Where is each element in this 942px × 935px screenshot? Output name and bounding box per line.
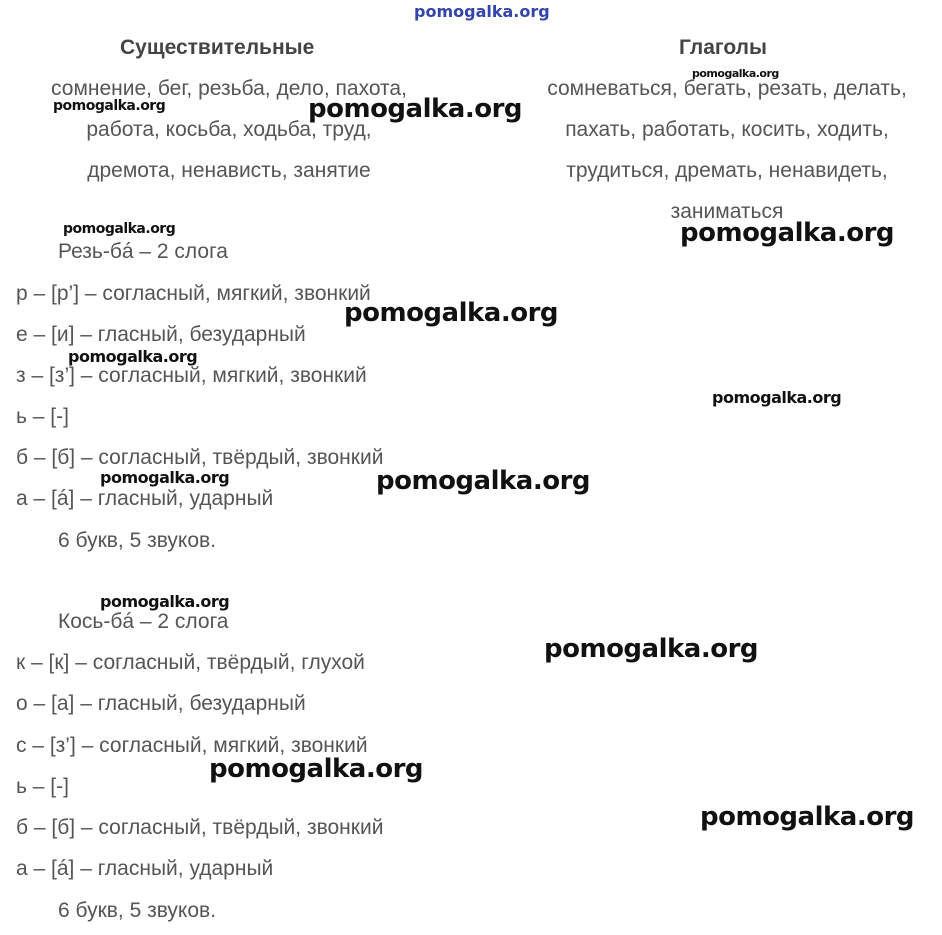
nouns-line-2: работа, косьба, ходьба, труд,: [86, 118, 372, 141]
top-watermark-link[interactable]: pomogalka.org: [414, 2, 550, 21]
watermark: pomogalka.org: [344, 298, 559, 328]
analysis2-row-4: ь – [-]: [16, 775, 69, 798]
analysis2-row-1: к – [к] – согласный, твёрдый, глухой: [16, 651, 365, 674]
analysis2-row-3: с – [з’] – согласный, мягкий, звонкий: [16, 734, 368, 757]
analysis1-row-1: р – [р’] – согласный, мягкий, звонкий: [16, 282, 371, 305]
analysis1-row-4: ь – [-]: [16, 405, 69, 428]
analysis1-row-5: б – [б] – согласный, твёрдый, звонкий: [16, 446, 384, 469]
analysis1-summary: 6 букв, 5 звуков.: [58, 529, 217, 552]
analysis2-title: Кось-бá – 2 слога: [58, 610, 229, 633]
watermark: pomogalka.org: [308, 94, 523, 124]
verbs-line-4: заниматься: [670, 200, 784, 223]
watermark: pomogalka.org: [544, 634, 759, 664]
watermark: pomogalka.org: [700, 802, 915, 832]
verbs-line-2: пахать, работать, косить, ходить,: [565, 118, 889, 141]
analysis1-row-2: е – [и] – гласный, безударный: [16, 323, 306, 346]
watermark: pomogalka.org: [100, 468, 230, 487]
watermark: pomogalka.org: [209, 754, 424, 784]
analysis2-row-2: о – [а] – гласный, безударный: [16, 692, 306, 715]
watermark: pomogalka.org: [712, 388, 842, 407]
nouns-line-1: сомнение, бег, резьба, дело, пахота,: [51, 77, 407, 100]
verbs-line-1: сомневаться, бегать, резать, делать,: [547, 77, 907, 100]
analysis2-row-6: а – [á] – гласный, ударный: [16, 857, 274, 880]
analysis2-summary: 6 букв, 5 звуков.: [58, 899, 217, 922]
watermark: pomogalka.org: [63, 221, 176, 237]
analysis1-row-3: з – [з’] – согласный, мягкий, звонкий: [16, 364, 367, 387]
watermark: pomogalka.org: [680, 218, 895, 248]
nouns-line-3: дремота, ненависть, занятие: [87, 159, 371, 182]
watermark: pomogalka.org: [692, 67, 779, 80]
verbs-heading: Глаголы: [679, 36, 767, 59]
nouns-heading: Существительные: [120, 36, 315, 59]
analysis2-row-5: б – [б] – согласный, твёрдый, звонкий: [16, 816, 384, 839]
verbs-line-3: трудиться, дремать, ненавидеть,: [566, 159, 888, 182]
watermark: pomogalka.org: [68, 347, 198, 366]
analysis1-row-6: а – [á] – гласный, ударный: [16, 487, 274, 510]
watermark: pomogalka.org: [53, 98, 166, 114]
watermark: pomogalka.org: [100, 592, 230, 611]
analysis1-title: Резь-бá – 2 слога: [58, 240, 228, 263]
watermark: pomogalka.org: [376, 466, 591, 496]
